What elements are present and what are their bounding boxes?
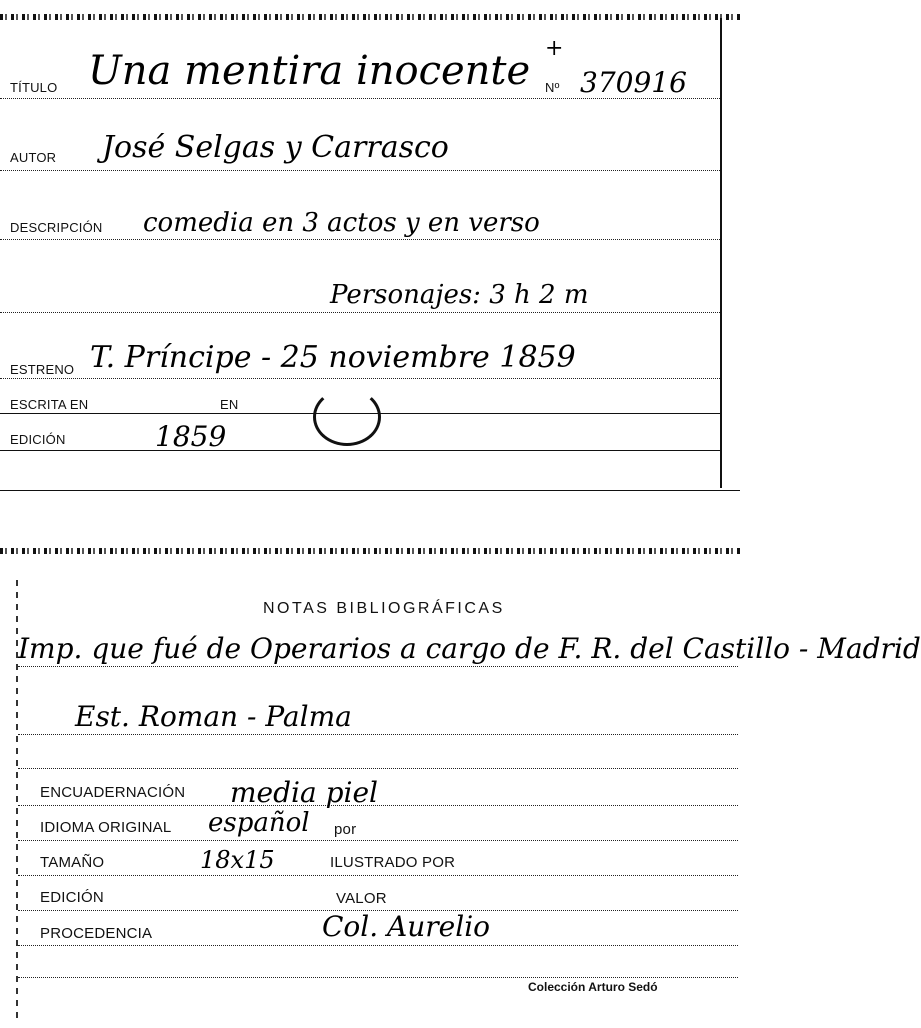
ilustrado-label: ILUSTRADO POR xyxy=(330,854,456,871)
idioma-rule xyxy=(18,840,738,841)
notas-rule-2 xyxy=(18,734,738,735)
descripcion-value: comedia en 3 actos y en verso xyxy=(143,208,540,238)
notas-rule-3 xyxy=(18,768,738,769)
closing-rule xyxy=(18,977,738,978)
catalog-card-bottom xyxy=(0,540,921,1028)
numero-mark: + xyxy=(545,36,564,61)
collection-footer: Colección Arturo Sedó xyxy=(528,980,658,994)
notas-heading: NOTAS BIBLIOGRÁFICAS xyxy=(263,600,505,617)
titulo-label: TÍTULO xyxy=(10,80,58,95)
encuadernacion-value: media piel xyxy=(230,776,378,809)
edicion-label: EDICIÓN xyxy=(10,432,66,447)
edicion-label: EDICIÓN xyxy=(40,889,104,906)
idioma-label: IDIOMA ORIGINAL xyxy=(40,819,172,836)
card-bottom-border xyxy=(0,490,740,491)
descripcion-value-2: Personajes: 3 h 2 m xyxy=(330,280,589,310)
edicion-value: 1859 xyxy=(155,420,227,453)
idioma-value: español xyxy=(208,808,310,838)
notas-line-1: Imp. que fué de Operarios a cargo de F. R. del Castillo - Madrid xyxy=(18,632,921,665)
tamano-value: 18x15 xyxy=(200,846,275,874)
estreno-value: T. Príncipe - 25 noviembre 1859 xyxy=(90,340,576,375)
en-label: EN xyxy=(220,397,239,412)
notas-rule-1 xyxy=(18,666,738,667)
estreno-rule xyxy=(0,378,720,379)
descripcion-rule-1 xyxy=(0,239,720,240)
descripcion-rule-2 xyxy=(0,312,720,313)
catalog-card-top xyxy=(0,0,759,495)
valor-label: VALOR xyxy=(336,890,387,907)
procedencia-rule xyxy=(18,945,738,946)
edicion-rule xyxy=(0,450,720,451)
stamp-mark xyxy=(313,388,381,446)
numero-value: 370916 xyxy=(580,66,687,99)
escrita-en-label: ESCRITA EN xyxy=(10,397,89,412)
numero-label: Nº xyxy=(545,80,560,95)
titulo-rule xyxy=(0,98,720,99)
estreno-label: ESTRENO xyxy=(10,362,75,377)
por-label: por xyxy=(334,821,357,838)
card-bottom-edge xyxy=(0,548,740,554)
tamano-rule xyxy=(18,875,738,876)
autor-value: José Selgas y Carrasco xyxy=(102,130,449,165)
descripcion-label: DESCRIPCIÓN xyxy=(10,220,103,235)
encuadernacion-label: ENCUADERNACIÓN xyxy=(40,784,186,801)
card-right-border xyxy=(720,18,722,488)
autor-rule xyxy=(0,170,720,171)
notas-line-2: Est. Roman - Palma xyxy=(75,700,352,733)
titulo-value: Una mentira inocente xyxy=(88,48,531,94)
card-top-edge xyxy=(0,14,740,20)
autor-label: AUTOR xyxy=(10,150,57,165)
tamano-label: TAMAÑO xyxy=(40,854,105,871)
procedencia-label: PROCEDENCIA xyxy=(40,925,153,942)
procedencia-value: Col. Aurelio xyxy=(322,910,491,943)
encuadernacion-rule xyxy=(18,805,738,806)
